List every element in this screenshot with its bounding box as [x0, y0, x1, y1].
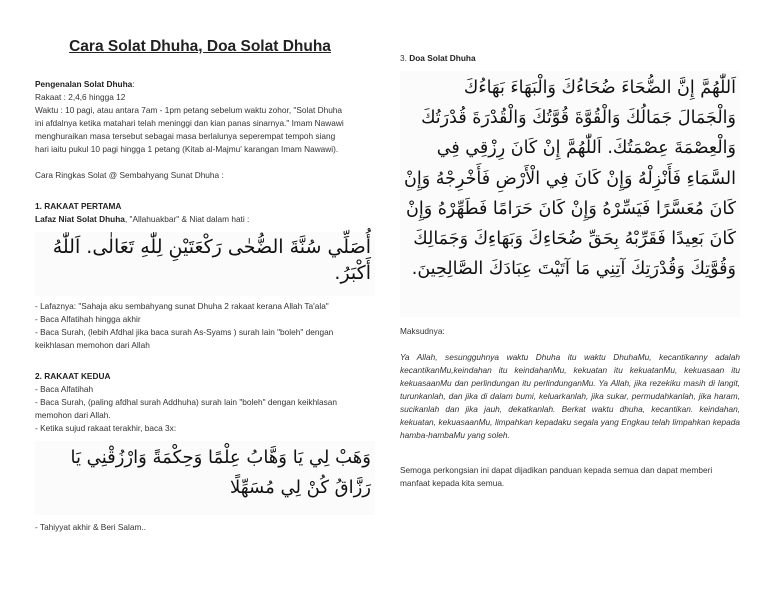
rakaat-2-heading: 2. RAKAAT KEDUA: [35, 371, 111, 381]
waktu-line: ini afdalnya ketika matahari telah meninggi dan kian panas sinarnya." Imam Nawawi: [35, 118, 344, 128]
intro-heading-label: Pengenalan Solat Dhuha: [35, 79, 133, 89]
rakaat-1-heading: 1. RAKAAT PERTAMA: [35, 201, 122, 211]
doa-heading-label: Doa Solat Dhuha: [409, 53, 476, 63]
step-line: - Baca Alfatihah hingga akhir: [35, 314, 141, 324]
step-line: - Baca Surah, (paling afdhal surah Addhuha) surah lain "boleh" dengan keikhlasan: [35, 397, 338, 407]
arabic-sujud-doa-image: وَهَبْ لِي يَا وَهَّابُ عِلْمًا وَحِكْمَةً وَارْزُقْنِي يَا رَزَّاقُ كُنْ لِي مُسَهِّلًا: [35, 441, 375, 515]
step-line: keikhlasan memohon dari Allah: [35, 340, 150, 350]
step-line: - Baca Surah, (lebih Afdhal jika baca surah As-Syams ) surah lain "boleh" dengan: [35, 327, 334, 337]
arabic-doa-dhuha-image: اَللّٰهُمَّ إِنَّ الضُّحَاءَ ضُحَاءُكَ وَالْبَهَاءَ بَهَاءُكَ وَالْجَمَالَ جَمَالُكَ وَالْقُوَّةَ قُوَّتُكَ وَالْقُدْرَةَ قُدْرَتُكَ وَالْعِصْمَةَ عِصْمَتُكَ. اَللّٰهُمَّ إِنْ كَانَ رِزْقِي فِي السَّمَاءِ فَأَنْزِلْهُ وَإِنْ كَانَ فِي الْأَرْضِ فَأَخْرِجْهُ وَإِنْ كَانَ مُعَسَّرًا فَيَسِّرْهُ وَإِنْ كَانَ حَرَامًا فَطَهِّرْهُ وَإِنْ كَانَ بَعِيدًا فَقَرِّبْهُ بِحَقِّ ضُحَاءِكَ وَبَهَاءِكَ وَجَمَالِكَ وَقُوَّتِكَ وَقُدْرَتِكَ آتِنِي مَا آتَيْتَ عِبَادَكَ الصَّالِحِينَ.: [400, 71, 740, 317]
lafaz-niat-rest: , "Allahuakbar" & Niat dalam hati :: [124, 214, 250, 224]
rakaat-info: Rakaat : 2,4,6 hingga 12: [35, 92, 126, 102]
waktu-paragraph: [35, 104, 375, 156]
intro-heading: [35, 78, 375, 91]
rakaat-2-steps: [35, 383, 375, 435]
lafaz-niat-label: Lafaz Niat Solat Dhuha: [35, 214, 125, 224]
right-column: [400, 52, 740, 490]
doa-heading-number: 3.: [400, 53, 410, 63]
intro-heading-colon: :: [132, 79, 135, 89]
page-title: Cara Solat Dhuha, Doa Solat Dhuha: [69, 38, 331, 55]
ringkas-heading: Cara Ringkas Solat @ Sembahyang Sunat Dhuha :: [35, 170, 224, 180]
step-line: - Baca Alfatihah: [35, 384, 94, 394]
rakaat-1-steps: [35, 300, 375, 352]
waktu-line: hari iaitu pukul 10 pagi hingga 1 petang (Kitab al-Majmu' karangan Imam Nawawi).: [35, 144, 339, 154]
closing-step: - Tahiyyat akhir & Beri Salam..: [35, 522, 146, 532]
step-line: - Ketika sujud rakaat terakhir, baca 3x:: [35, 423, 177, 433]
lafaz-niat: [35, 213, 375, 226]
closing-paragraph: Semoga perkongsian ini dapat dijadikan panduan kepada semua dan dapat memberi manfaat kepada kita semua.: [400, 465, 713, 488]
doa-heading: [400, 52, 740, 65]
step-line: - Lafaznya: "Sahaja aku sembahyang sunat Dhuha 2 rakaat kerana Allah Ta'ala": [35, 301, 329, 311]
step-line: memohon dari Allah.: [35, 410, 111, 420]
arabic-niat-image: أُصَلِّي سُنَّةَ الضُّحٰى رَكْعَتَيْنِ لِلّٰهِ تَعَالٰى. اَللّٰهُ أَكْبَرُ.: [35, 232, 375, 296]
left-column: [35, 38, 375, 534]
waktu-line: menghuraikan masa tersebut sebagai masa berlalunya seperempat tempoh siang: [35, 131, 336, 141]
waktu-line: Waktu : 10 pagi, atau antara 7am - 1pm petang sebelum waktu zohor, "Solat Dhuha: [35, 105, 343, 115]
translation-paragraph: Ya Allah, sesungguhnya waktu Dhuha itu waktu DhuhaMu, kecantikanny adalah kecantikanMu,keindahan itu keindahanMu, kekuatan itu kekuatanMu, kekuasaan itu kekuasaanMu dan perlindungan itu perlindunganMu. Ya Allah, jika rezekiku masih di langit, turunkanlah, dan jika di dalam bumi, keluarkanlah, jika sukar, permudahkanlah, jika haram, sucikanlah dan jika jauh, dekatkanlah. Berkat waktu dhuha, kecantikan. keindahan, kekuatan, kekuasaanMu, limpahkan kepadaku segala yang Engkau telah limpahkan kepada hamba-hambaMu yang soleh.: [400, 352, 740, 440]
maksudnya-label: Maksudnya:: [400, 326, 445, 336]
